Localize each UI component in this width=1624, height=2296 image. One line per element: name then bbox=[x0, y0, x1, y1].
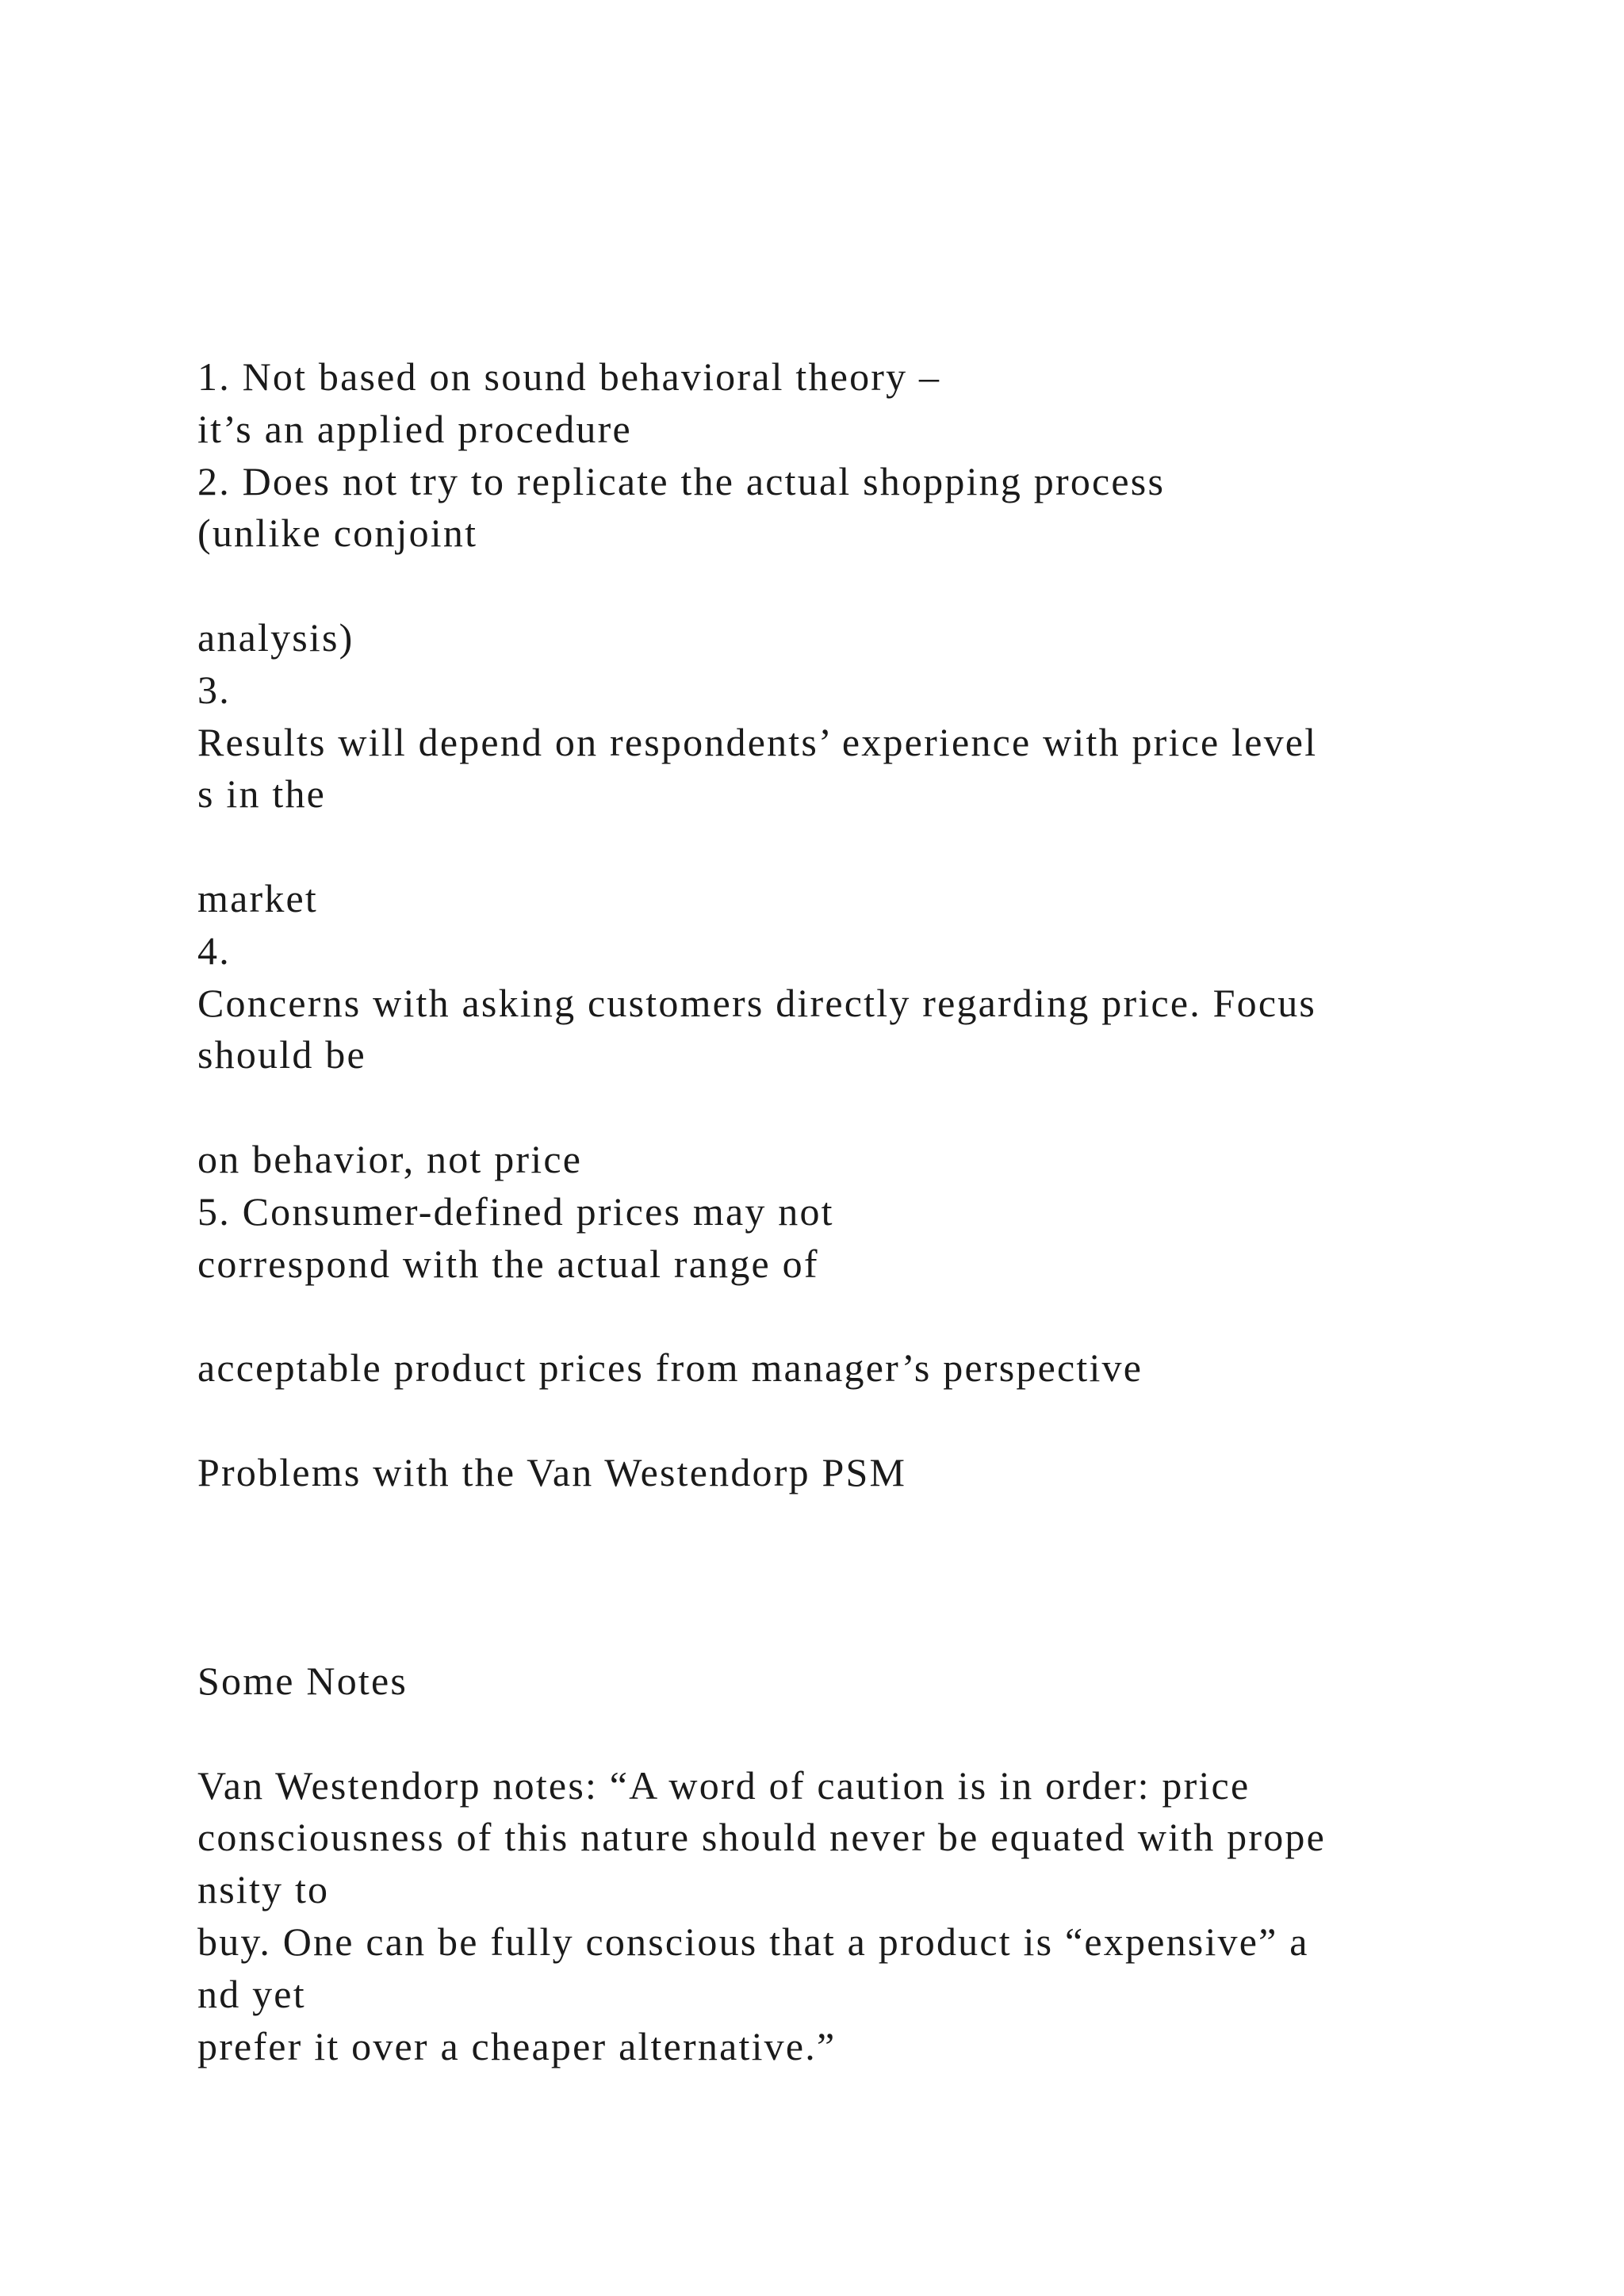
text-line: nsity to bbox=[197, 1867, 330, 1912]
text-line: on behavior, not price bbox=[197, 1136, 583, 1181]
blank-line bbox=[197, 821, 1545, 873]
blank-line bbox=[197, 1708, 1545, 1760]
text-line: nd yet bbox=[197, 1971, 306, 2016]
text-line: 4. bbox=[197, 928, 231, 973]
section-heading: Problems with the Van Westendorp PSM bbox=[197, 1449, 907, 1494]
text-line: (unlike conjoint bbox=[197, 511, 478, 556]
text-line: Results will depend on respondents’ experience with price level bbox=[197, 719, 1318, 764]
text-line: consciousness of this nature should never be equated with prope bbox=[197, 1815, 1326, 1860]
text-line: analysis) bbox=[197, 614, 354, 660]
blank-line bbox=[197, 1395, 1545, 1447]
blank-line bbox=[197, 1499, 1545, 1552]
blank-line bbox=[197, 1081, 1545, 1134]
blank-line bbox=[197, 1603, 1545, 1655]
text-line: buy. One can be fully conscious that a product is “expensive” a bbox=[197, 1919, 1309, 1964]
text-line: 1. Not based on sound behavioral theory – bbox=[197, 354, 941, 399]
text-line: Van Westendorp notes: “A word of caution is in order: price bbox=[197, 1762, 1251, 1808]
text-line: should be bbox=[197, 1032, 366, 1077]
text-line: prefer it over a cheaper alternative.” bbox=[197, 2023, 837, 2068]
text-line: 2. Does not try to replicate the actual shopping process bbox=[197, 458, 1166, 503]
section-heading: Some Notes bbox=[197, 1658, 408, 1703]
text-line: acceptable product prices from manager’s perspective bbox=[197, 1345, 1143, 1391]
text-line: Concerns with asking customers directly regarding price. Focus bbox=[197, 980, 1317, 1025]
blank-line bbox=[197, 1551, 1545, 1603]
text-line: it’s an applied procedure bbox=[197, 406, 632, 451]
document-text bbox=[197, 351, 1545, 2072]
text-line: 5. Consumer-defined prices may not bbox=[197, 1188, 834, 1234]
text-line: correspond with the actual range of bbox=[197, 1241, 819, 1286]
text-line: 3. bbox=[197, 667, 231, 712]
blank-line bbox=[197, 560, 1545, 612]
blank-line bbox=[197, 1290, 1545, 1342]
text-line: market bbox=[197, 875, 319, 920]
text-line: s in the bbox=[197, 771, 327, 817]
